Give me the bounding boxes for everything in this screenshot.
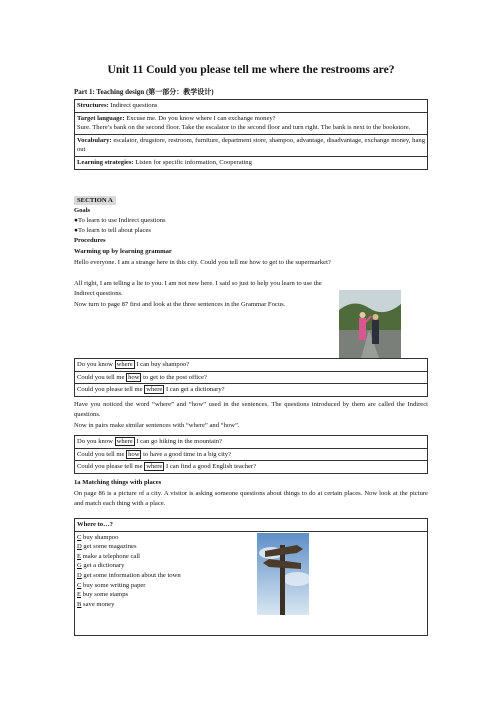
grammar-focus-table-1: [74, 358, 428, 397]
section-a-label: SECTION A: [74, 196, 116, 205]
grammar-row: Do you know where I can buy shampoo?: [75, 359, 427, 372]
strategies-row: Learning strategies: Listen for specific information, Cooperating: [77, 158, 252, 166]
unit-title: Unit 11 Could you please tell me where the restrooms are?: [107, 63, 395, 76]
target-language-row: Target language: Excuse me. Do you know where I can exchange money? Sure. There’s bank on the second floor. Take the escalator to the second floor and turn right. The bank is next to the bookstore.: [75, 113, 427, 135]
structures-row: Structures: Indirect questions: [75, 100, 427, 113]
match-item: C buy some writing paper: [77, 581, 146, 589]
grammar-row: Could you tell me how to get to the post office?: [75, 372, 427, 385]
task-1a-heading: 1a Matching things with places: [74, 479, 162, 486]
grammar-row: Could you tell me how to have a good time in a big city?: [75, 449, 427, 462]
warmup-heading: Warming up by learning grammar: [74, 248, 172, 255]
warmup-para-1: Hello everyone. I am a strange here in this city. Could you tell me how to get to the supermarket?: [74, 259, 331, 266]
match-item: B save money: [77, 600, 115, 608]
grammar-focus-table-2: [74, 435, 428, 474]
where-to-header: Where to…?: [75, 519, 427, 532]
procedures-heading: Procedures: [74, 237, 106, 244]
notice-para: Have you noticed the word “where” and “how” used in the sentences. The questions introduced by them are called the Indirect questions.: [74, 401, 428, 418]
goal-item: ●To learn to use Indirect questions: [74, 217, 166, 224]
part1-heading: Part 1: Teaching design (第一部分：教学设计): [74, 88, 214, 96]
match-item: D get some information about the town: [77, 571, 181, 579]
people-street-photo: [339, 290, 401, 358]
match-item: E make a telephone call: [77, 552, 140, 560]
match-list: [75, 532, 427, 611]
where-to-table: [74, 518, 428, 636]
match-item: E buy some stamps: [77, 591, 129, 599]
grammar-row: Could you please tell me where I can get a dictionary?: [77, 386, 225, 394]
grammar-row: Could you please tell me where I can find a good English teacher?: [77, 463, 257, 471]
signpost-photo: [257, 533, 309, 615]
warmup-para-2: All right, I am telling a lie to you. I am not new here. I said so just to help you learn to use the Indirect questions.: [74, 280, 322, 297]
goal-item: ●To learn to tell about places: [74, 227, 151, 234]
match-item: G get a dictionary: [77, 562, 125, 570]
teaching-design-table: [74, 99, 428, 170]
pairs-instruction: Now in pairs make similar sentences with “where” and “how”.: [74, 422, 240, 429]
vocabulary-row: Vocabulary: escalator, drugstore, restroom, furniture, department store, shampoo, advantage, disadvantage, exchange money, hang out: [75, 135, 427, 157]
match-item: C buy shampoo: [77, 533, 119, 541]
task-1a-description: On page 86 is a picture of a city. A visitor is asking someone questions about things to do at certain places. Now look at the picture and match each thing with a place.: [74, 490, 428, 507]
grammar-row: Do you know where I can go hiking in the mountain?: [75, 436, 427, 449]
goals-heading: Goals: [74, 207, 91, 214]
warmup-para-3: Now turn to page 87 first and look at the three sentences in the Grammar Focus.: [74, 301, 286, 308]
match-item: D get some magazines: [77, 543, 137, 551]
